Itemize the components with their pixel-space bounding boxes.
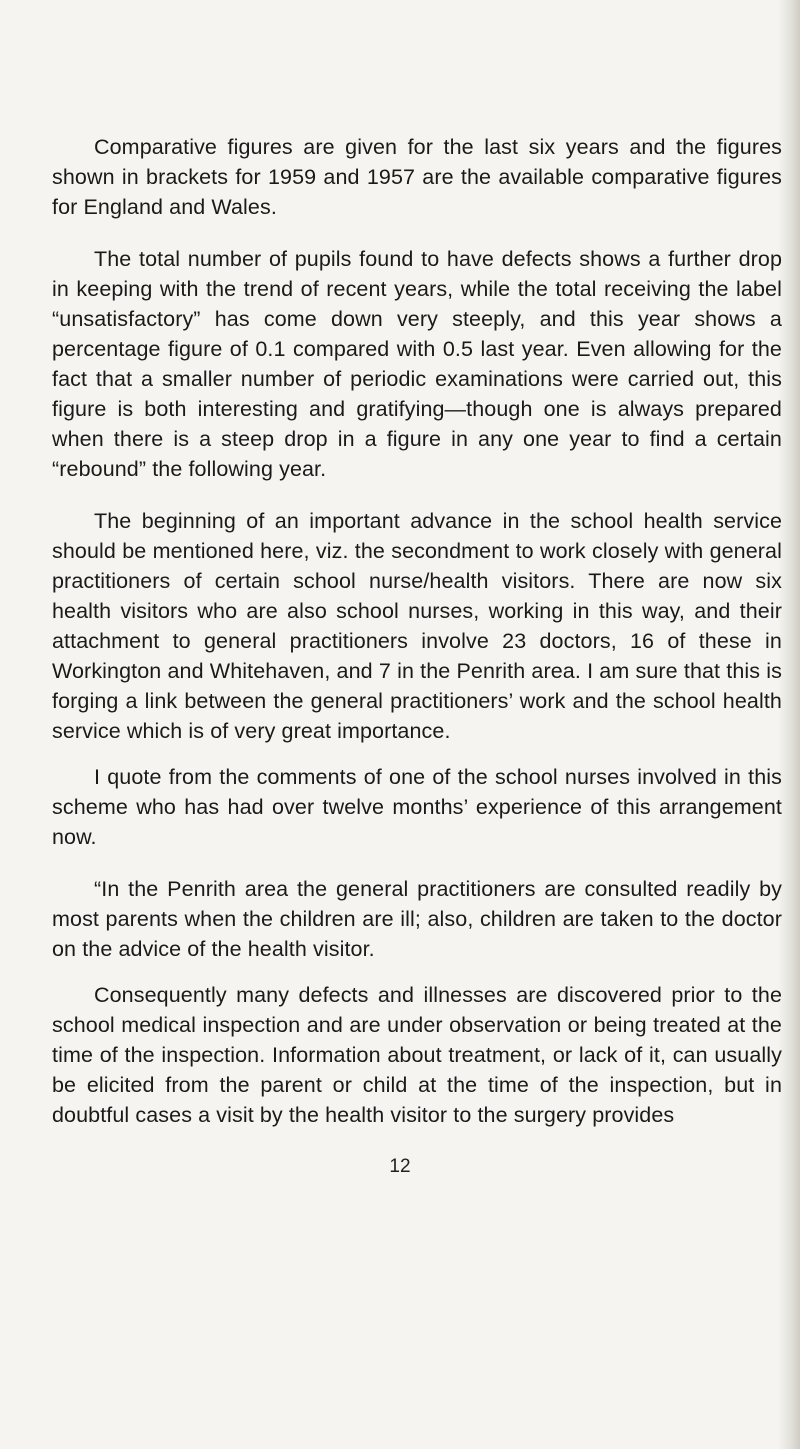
page-number: 12: [389, 1156, 411, 1177]
document-body: [52, 132, 782, 1152]
paragraph-defects-trend: The total number of pupils found to have defects shows a further drop in keeping with the trend of recent years, while the total receiving the label “unsatisfactory” has come down very steeply, and this year shows a percentage figure of 0.1 compared with 0.5 last year. Even allowing for the fact that a smaller number of periodic examinations were carried out, this figure is both interesting and gratifying—though one is always prepared when there is a steep drop in a figure in any one year to find a certain “rebound” the following year.: [52, 247, 782, 481]
paragraph-penrith-quote: “In the Penrith area the general practitioners are consulted readily by most parents when the children are ill; also, children are taken to the doctor on the advice of the health visitor.: [52, 877, 782, 961]
paragraph-nurse-quote-intro: I quote from the comments of one of the school nurses involved in this scheme who has had over twelve months’ experience of this arrangement now.: [52, 765, 782, 849]
paragraph-health-service-advance: The beginning of an important advance in the school health service should be mentioned here, viz. the secondment to work closely with general practitioners of certain school nurse/health visitors. There are now six health visitors who are also school nurses, working in this way, and their attachment to general practitioners involve 23 doctors, 16 of these in Workington and Whitehaven, and 7 in the Penrith area. I am sure that this is forging a link between the general practitioners’ work and the school health service which is of very great importance.: [52, 509, 782, 743]
paragraph-defects-discovered: Consequently many defects and illnesses are discovered prior to the school medical inspection and are under observation or being treated at the time of the inspection. Information about treatment, or lack of it, can usually be elicited from the parent or child at the time of the inspection, but in doubtful cases a visit by the health visitor to the surgery provides: [52, 983, 782, 1127]
paragraph-comparative-figures: Comparative figures are given for the last six years and the figures shown in brackets for 1959 and 1957 are the available comparative figures for England and Wales.: [52, 135, 782, 219]
